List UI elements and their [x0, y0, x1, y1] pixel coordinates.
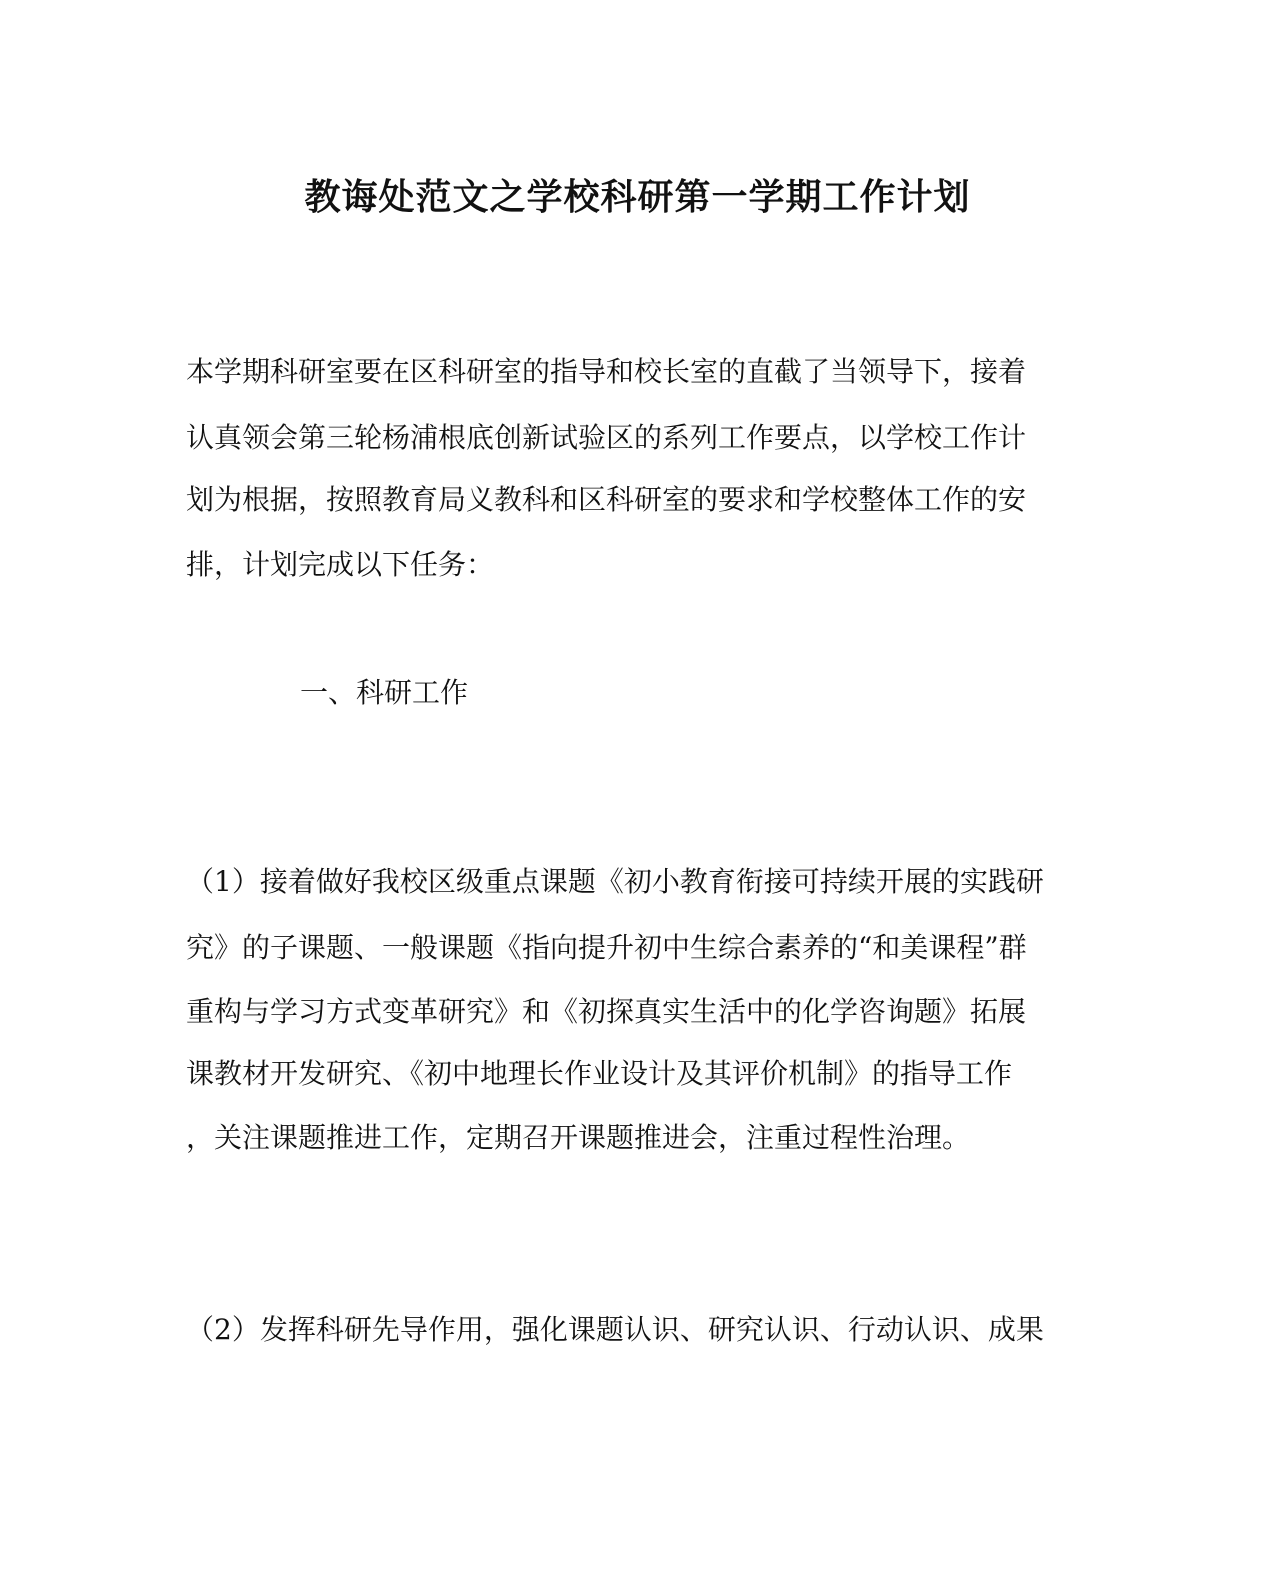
intro-line: 认真领会第三轮杨浦根底创新试验区的系列工作要点，以学校工作计: [186, 421, 1027, 454]
intro-line: 划为根据，按照教育局义教科和区科研室的要求和学校整体工作的安: [186, 483, 1027, 516]
item-1-line: 课教材开发研究、《初中地理长作业设计及其评价机制》的指导工作: [186, 1057, 1013, 1090]
section-heading: 一、科研工作: [300, 676, 469, 709]
item-1-line: 究》的子课题、一般课题《指向提升初中生综合素养的“和美课程”群: [186, 931, 1027, 964]
item-2-line: （2）发挥科研先导作用，强化课题认识、研究认识、行动认识、成果: [186, 1313, 1044, 1346]
intro-line: 排，计划完成以下任务：: [186, 548, 495, 581]
item-1-line: （1）接着做好我校区级重点课题《初小教育衔接可持续开展的实践研: [186, 865, 1044, 898]
document-title: 教诲处范文之学校科研第一学期工作计划: [304, 176, 971, 218]
item-1-line: ，关注课题推进工作，定期召开课题推进会，注重过程性治理。: [186, 1121, 971, 1154]
item-1-line: 重构与学习方式变革研究》和《初探真实生活中的化学咨询题》拓展: [186, 995, 1027, 1028]
intro-line: 本学期科研室要在区科研室的指导和校长室的直截了当领导下，接着: [186, 355, 1027, 388]
